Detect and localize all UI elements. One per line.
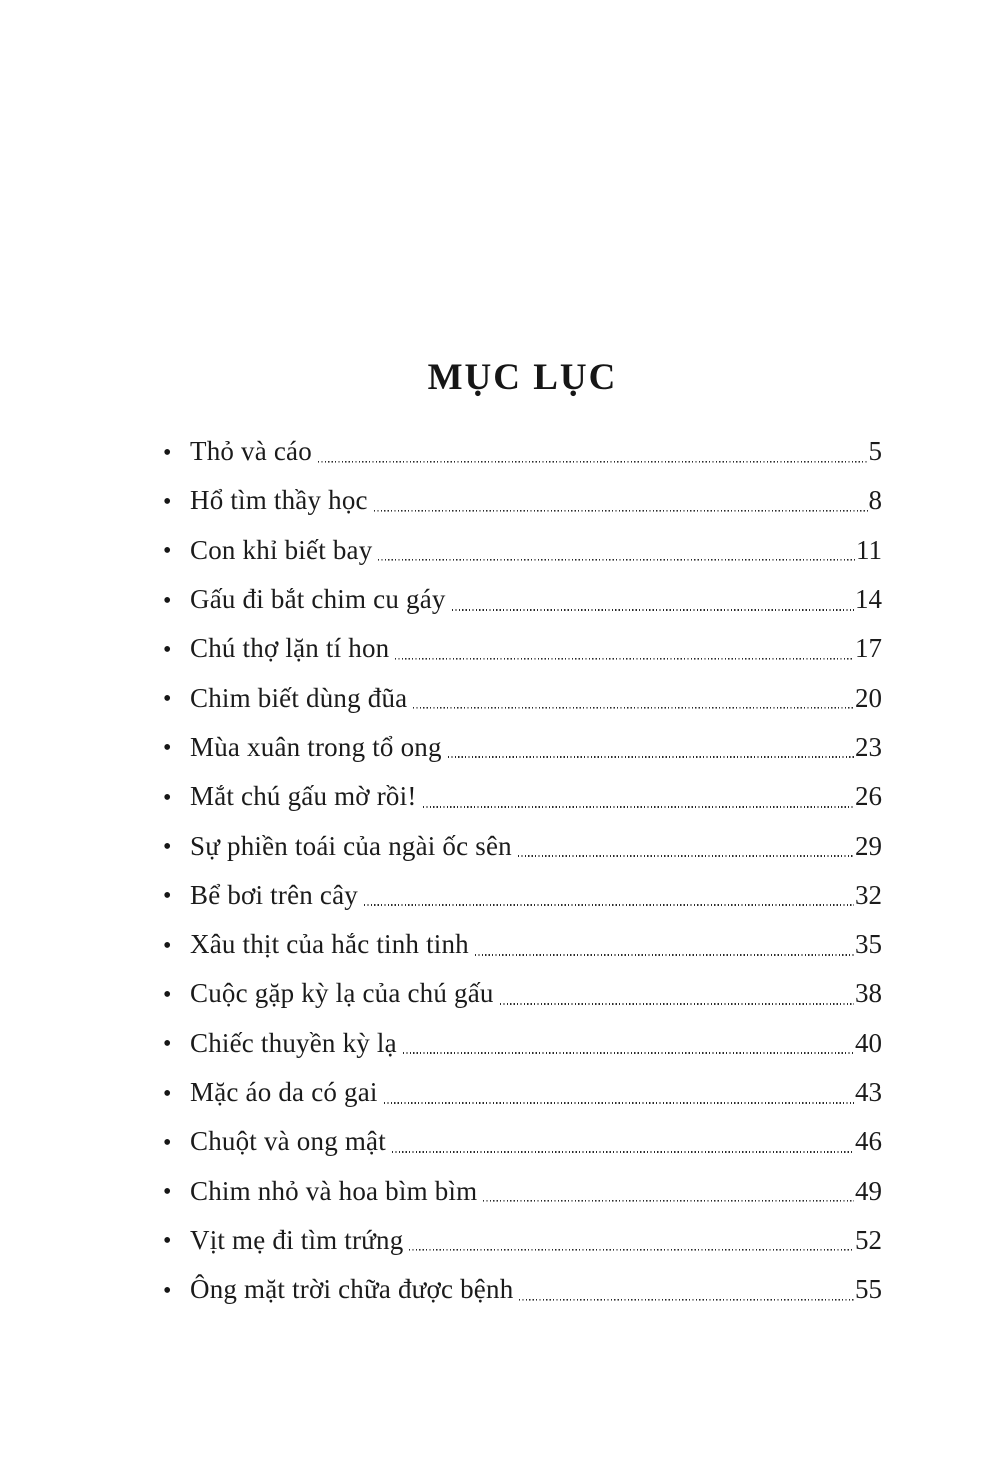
toc-entry-page-number: 32 bbox=[855, 879, 882, 910]
dotted-leader bbox=[318, 461, 868, 463]
toc-entry-page-number: 38 bbox=[855, 978, 882, 1009]
bullet-icon: • bbox=[163, 883, 172, 910]
bullet-icon: • bbox=[163, 1129, 172, 1156]
toc-entry bbox=[163, 526, 882, 575]
toc-entry-title: Con khỉ biết bay bbox=[190, 534, 373, 565]
dotted-leader bbox=[448, 756, 854, 758]
toc-entry bbox=[163, 1117, 882, 1166]
dotted-leader bbox=[364, 904, 854, 906]
toc-entry bbox=[163, 1166, 882, 1215]
dotted-leader bbox=[409, 1249, 854, 1251]
dotted-leader bbox=[518, 855, 854, 857]
toc-entry-page-number: 8 bbox=[868, 485, 882, 516]
toc-entry bbox=[163, 1068, 882, 1117]
toc-entry-title: Thỏ và cáo bbox=[190, 436, 312, 467]
bullet-icon: • bbox=[163, 686, 172, 713]
toc-entry bbox=[163, 673, 882, 722]
toc-entry-page-number: 23 bbox=[855, 731, 882, 762]
bullet-icon: • bbox=[163, 1031, 172, 1058]
bullet-icon: • bbox=[163, 587, 172, 614]
toc-entry-page-number: 43 bbox=[855, 1077, 882, 1107]
toc-entry-page-number: 29 bbox=[855, 830, 882, 861]
toc-entry-title: Vịt mẹ đi tìm trứng bbox=[190, 1224, 404, 1255]
bullet-icon: • bbox=[163, 636, 172, 663]
bullet-icon: • bbox=[163, 439, 172, 466]
dotted-leader bbox=[378, 559, 855, 561]
bullet-icon: • bbox=[163, 981, 172, 1008]
toc-entry bbox=[163, 969, 882, 1018]
toc-entry-page-number: 46 bbox=[855, 1126, 882, 1157]
bullet-icon: • bbox=[163, 488, 172, 515]
dotted-leader bbox=[423, 806, 854, 808]
bullet-icon: • bbox=[163, 1228, 172, 1255]
toc-entry bbox=[163, 772, 882, 821]
toc-entry bbox=[163, 624, 882, 673]
dotted-leader bbox=[500, 1003, 854, 1005]
toc-entry-page-number: 14 bbox=[855, 584, 882, 615]
dotted-leader bbox=[392, 1151, 854, 1153]
toc-entry bbox=[163, 920, 882, 969]
bullet-icon: • bbox=[163, 1277, 172, 1304]
toc-entry-title: Chim biết dùng đũa bbox=[190, 682, 408, 713]
dotted-leader bbox=[483, 1200, 854, 1202]
toc-entry-title: Chiếc thuyền kỳ lạ bbox=[190, 1027, 397, 1058]
bullet-icon: • bbox=[163, 1179, 172, 1206]
toc-entry-title: Mặc áo da có gai bbox=[190, 1077, 378, 1107]
dotted-leader bbox=[413, 707, 854, 709]
toc-entry bbox=[163, 575, 882, 624]
bullet-icon: • bbox=[163, 735, 172, 762]
dotted-leader bbox=[452, 609, 854, 611]
toc-entry-page-number: 40 bbox=[855, 1027, 882, 1058]
dotted-leader bbox=[519, 1299, 854, 1301]
toc-entry-title: Mùa xuân trong tổ ong bbox=[190, 731, 442, 762]
toc-entry-title: Bể bơi trên cây bbox=[190, 879, 358, 910]
dotted-leader bbox=[395, 658, 854, 660]
toc-entry-page-number: 55 bbox=[855, 1274, 882, 1305]
toc-list bbox=[163, 427, 882, 1314]
toc-entry bbox=[163, 723, 882, 772]
toc-entry-title: Mắt chú gấu mờ rồi! bbox=[190, 781, 417, 812]
toc-entry bbox=[163, 871, 882, 920]
dotted-leader bbox=[384, 1102, 854, 1104]
toc-entry-title: Chuột và ong mật bbox=[190, 1126, 386, 1157]
toc-entry bbox=[163, 1019, 882, 1068]
toc-entry-page-number: 11 bbox=[856, 534, 882, 565]
toc-entry-title: Chú thợ lặn tí hon bbox=[190, 633, 390, 664]
toc-entry-title: Hổ tìm thầy học bbox=[190, 485, 368, 516]
dotted-leader bbox=[374, 510, 868, 512]
toc-entry-title: Ông mặt trời chữa được bệnh bbox=[190, 1274, 514, 1305]
bullet-icon: • bbox=[163, 932, 172, 959]
toc-entry-title: Gấu đi bắt chim cu gáy bbox=[190, 584, 446, 615]
toc-entry-title: Chim nhỏ và hoa bìm bìm bbox=[190, 1175, 478, 1206]
bullet-icon: • bbox=[163, 538, 172, 565]
toc-content bbox=[163, 0, 882, 1314]
toc-entry bbox=[163, 821, 882, 870]
toc-entry bbox=[163, 1265, 882, 1314]
toc-entry-page-number: 49 bbox=[855, 1175, 882, 1206]
bullet-icon: • bbox=[163, 784, 172, 811]
bullet-icon: • bbox=[163, 834, 172, 861]
toc-entry-page-number: 5 bbox=[868, 436, 882, 467]
dotted-leader bbox=[475, 954, 854, 956]
toc-entry-title: Sự phiền toái của ngài ốc sên bbox=[190, 830, 512, 861]
toc-entry bbox=[163, 476, 882, 525]
toc-entry-page-number: 26 bbox=[855, 781, 882, 812]
toc-entry-title: Xâu thịt của hắc tinh tinh bbox=[190, 929, 469, 960]
toc-entry bbox=[163, 427, 882, 476]
toc-entry bbox=[163, 1216, 882, 1265]
toc-entry-title: Cuộc gặp kỳ lạ của chú gấu bbox=[190, 978, 494, 1009]
dotted-leader bbox=[403, 1052, 854, 1054]
toc-entry-page-number: 35 bbox=[855, 929, 882, 960]
page-title: MỤC LỤC bbox=[427, 357, 618, 398]
toc-entry-page-number: 17 bbox=[855, 633, 882, 664]
bullet-icon: • bbox=[163, 1080, 172, 1107]
toc-entry-page-number: 52 bbox=[855, 1224, 882, 1255]
toc-entry-page-number: 20 bbox=[855, 682, 882, 713]
